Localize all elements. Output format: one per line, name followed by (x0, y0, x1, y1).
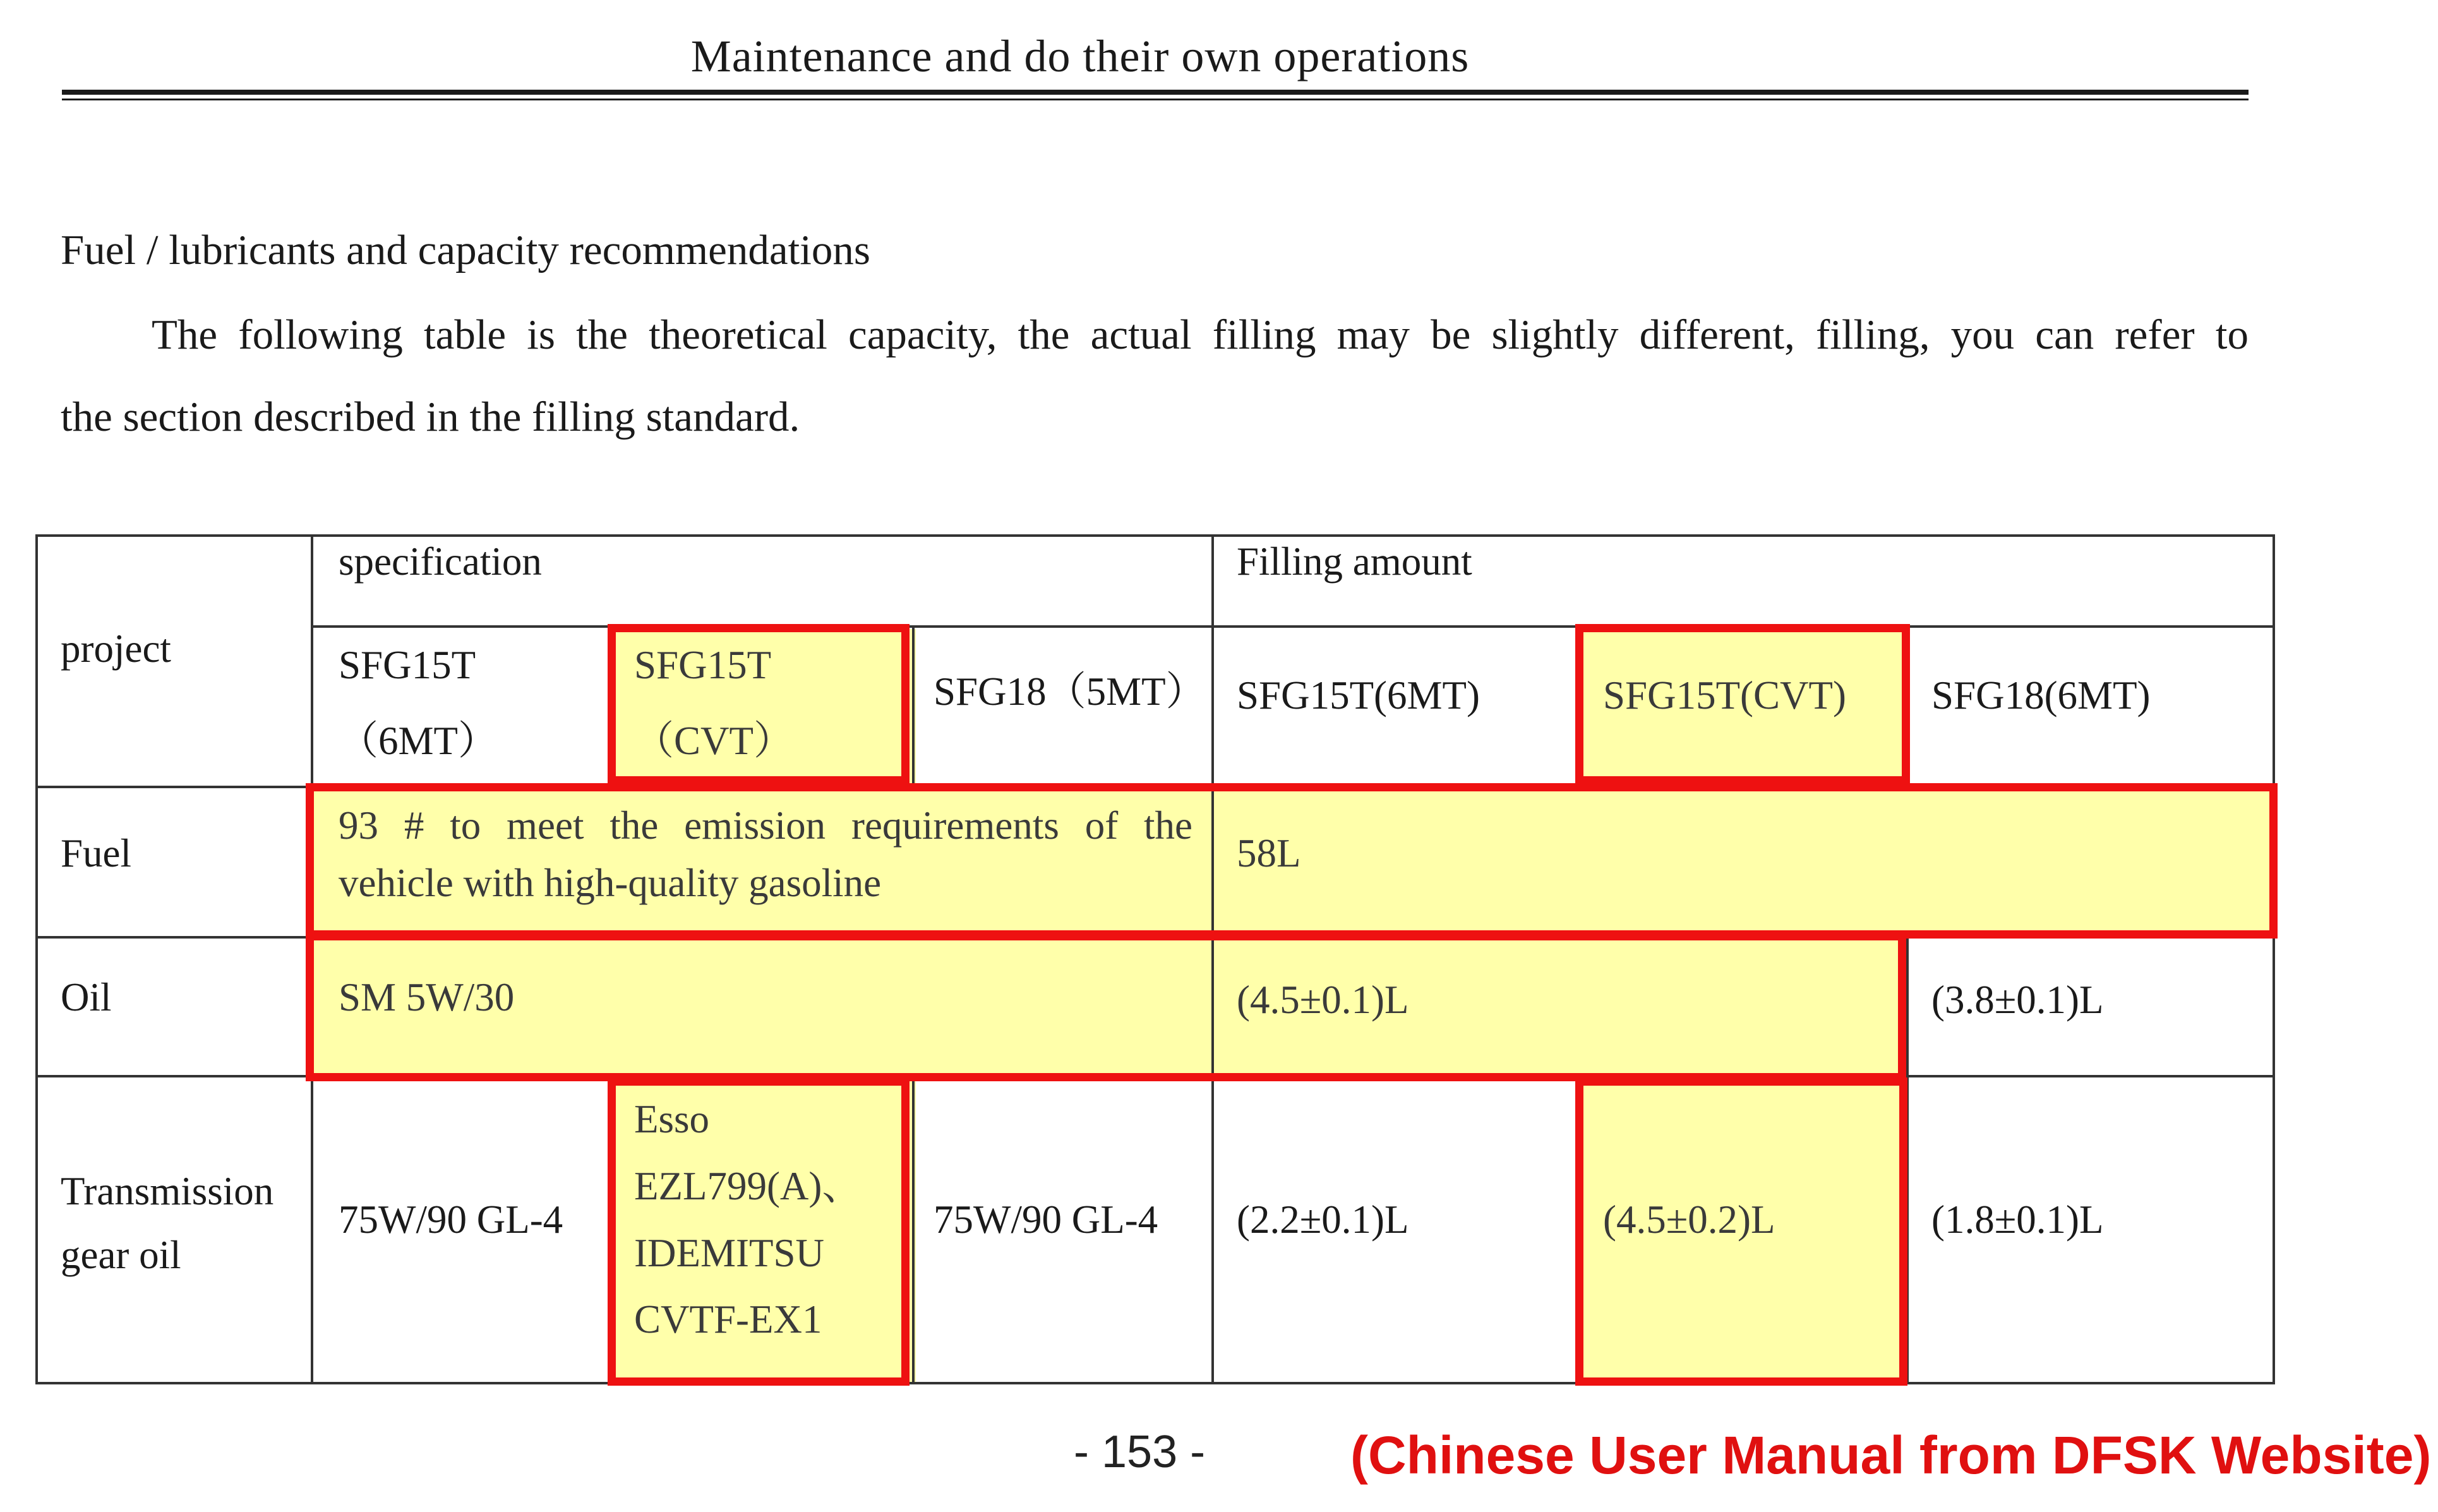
table-border-top (35, 534, 2275, 537)
model-name: SFG15T (634, 643, 772, 687)
fill-model-sfg15t-cvt: SFG15T(CVT) (1603, 673, 1847, 717)
annotation-box-cvt-fill-header (1575, 624, 1910, 784)
table-border-bottom (35, 1382, 2275, 1384)
header-rule-thin (62, 99, 2249, 100)
cvt-spec-line-1: Esso (634, 1097, 710, 1141)
fill-model-sfg15t-6mt: SFG15T(6MT) (1237, 673, 1480, 717)
intro-paragraph-line-2: the section described in the filling standard. (61, 393, 800, 440)
model-variant: （CVT） (634, 718, 793, 763)
annotation-box-cvt-header (608, 624, 910, 784)
oil-filling-sfg15t: (4.5±0.1)L (1237, 978, 1409, 1022)
fuel-spec-line-2: vehicle with high-quality gasoline (339, 861, 882, 906)
gear-oil-filling-6mt: (2.2±0.1)L (1237, 1197, 1409, 1242)
page-number: - 153 - (1074, 1427, 1206, 1477)
specification-header: specification (339, 539, 542, 584)
table-border-left (35, 534, 38, 1384)
model-name: SFG15T (339, 643, 476, 687)
gear-oil-filling-sfg18: (1.8±0.1)L (1931, 1197, 2104, 1242)
gear-oil-spec-5mt: 75W/90 GL-4 (934, 1197, 1158, 1242)
page-header-title: Maintenance and do their own operations (690, 31, 1470, 81)
table-line (912, 1075, 915, 1384)
intro-paragraph-line-1: The following table is the theoretical capacity, the actual filling may be slightly different, filling, you can refer to (152, 311, 2249, 358)
oil-specification: SM 5W/30 (339, 975, 515, 1019)
fill-model-sfg18-6mt: SFG18(6MT) (1931, 673, 2151, 717)
project-header: project (61, 627, 171, 671)
table-line (312, 625, 2275, 628)
spec-model-sfg18-5mt: SFG18（5MT） (934, 669, 1206, 714)
section-heading: Fuel / lubricants and capacity recommendations (61, 227, 870, 273)
row-label-line-2: gear oil (61, 1232, 181, 1277)
cvt-spec-line-2: EZL799(A)、 (634, 1163, 862, 1208)
row-label-oil: Oil (61, 975, 112, 1019)
annotation-box-fuel-row (306, 783, 2278, 939)
fuel-filling-amount: 58L (1237, 831, 1301, 875)
cvt-spec-line-3: IDEMITSU (634, 1230, 824, 1275)
table-line (912, 625, 915, 787)
row-label-transmission-gear-oil (61, 1160, 273, 1287)
source-caption: (Chinese User Manual from DFSK Website) (1350, 1425, 2432, 1485)
filling-amount-header: Filling amount (1237, 539, 1472, 584)
annotation-box-cvt-gear-fill (1575, 1077, 1907, 1386)
oil-filling-sfg18: (3.8±0.1)L (1931, 978, 2104, 1022)
spec-model-sfg15t-6mt (339, 628, 498, 779)
table-border-right (2273, 534, 2275, 1384)
row-label-line-1: Transmission (61, 1169, 274, 1213)
annotation-box-oil-row (306, 932, 1906, 1081)
model-variant: （6MT） (339, 718, 498, 763)
annotation-box-cvt-gear-spec (608, 1077, 910, 1386)
gear-oil-spec-6mt: 75W/90 GL-4 (339, 1197, 563, 1242)
cvt-spec-line-4: CVTF-EX1 (634, 1297, 822, 1342)
header-rule (62, 90, 2249, 95)
gear-oil-filling-cvt: (4.5±0.2)L (1603, 1197, 1775, 1242)
fuel-spec-line-1: 93 # to meet the emission requirements of the (339, 803, 1192, 848)
row-label-fuel: Fuel (61, 831, 132, 875)
